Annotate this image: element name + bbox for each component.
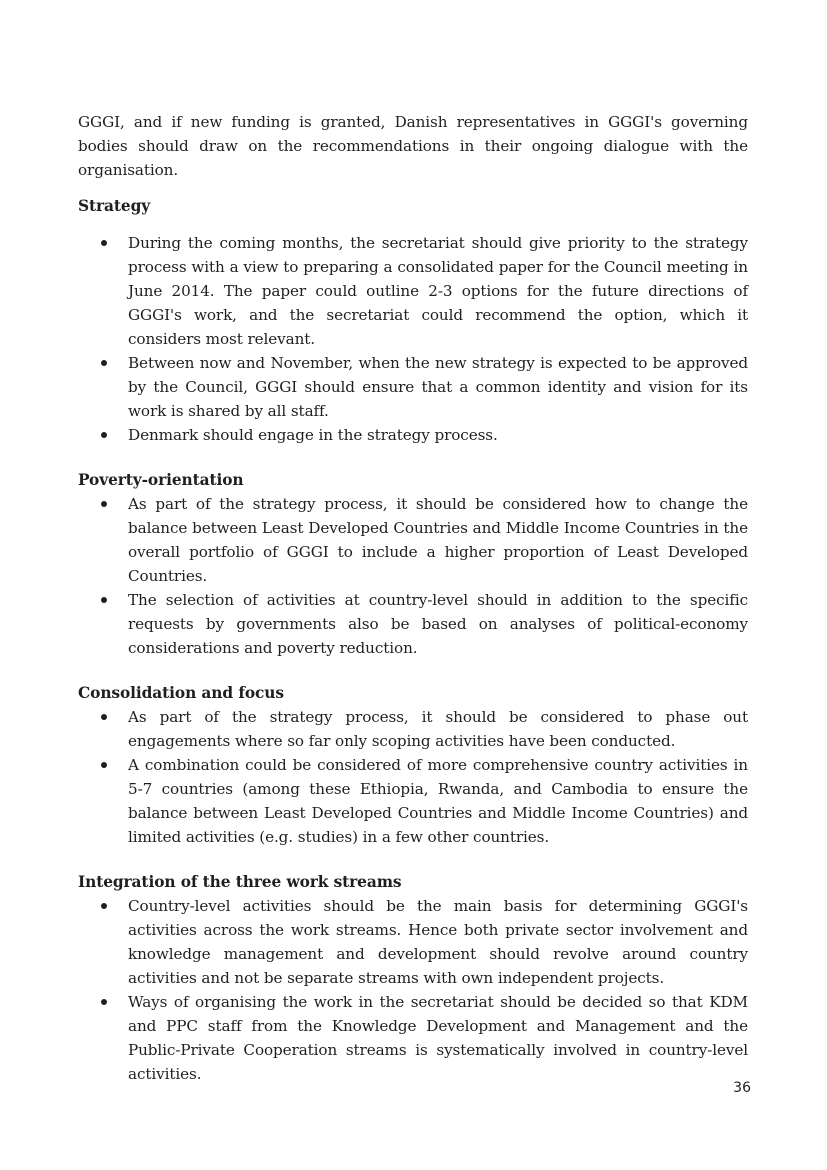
page-number: 36 [733, 1080, 751, 1096]
list-item-text: Between now and November, when the new strategy is expected to be approved by the Council, GGGI should ensure that a common identity and vision for its work is shared by all staff. [128, 354, 748, 420]
document-body [78, 110, 748, 1086]
bullet-icon [101, 762, 107, 768]
bullet-icon [101, 714, 107, 720]
heading-consolidation-and-focus: Consolidation and focus [78, 684, 284, 702]
list-item [78, 351, 748, 423]
list-item [78, 894, 748, 990]
list-integration-of-work-streams [78, 894, 748, 1086]
list-item [78, 753, 748, 849]
list-item-text: Denmark should engage in the strategy process. [128, 426, 498, 444]
intro-paragraph: GGGI, and if new funding is granted, Danish representatives in GGGI's governing bodies should draw on the recommendations in their ongoing dialogue with the organisation. [78, 113, 748, 179]
list-item-text: As part of the strategy process, it should be considered to phase out engagements where so far only scoping activities have been conducted. [128, 708, 748, 750]
list-item-text: Country-level activities should be the main basis for determining GGGI's activities across the work streams. Hence both private sector involvement and knowledge management and development should revolve around country activities and not be separate streams with own independent projects. [128, 897, 748, 987]
list-item-text: Ways of organising the work in the secretariat should be decided so that KDM and PPC staff from the Knowledge Development and Management and the Public-Private Cooperation streams is systematically involved in country-level activities. [128, 993, 748, 1083]
bullet-icon [101, 597, 107, 603]
list-item [78, 990, 748, 1086]
list-item [78, 423, 748, 447]
list-item [78, 705, 748, 753]
list-item-text: A combination could be considered of more comprehensive country activities in 5-7 countries (among these Ethiopia, Rwanda, and Cambodia to ensure the balance between Least Developed Countries and Middle Income Countries) and limited activities (e.g. studies) in a few other countries. [128, 756, 748, 846]
bullet-icon [101, 999, 107, 1005]
bullet-icon [101, 240, 107, 246]
list-consolidation-and-focus [78, 705, 748, 849]
list-poverty-orientation [78, 492, 748, 660]
list-item [78, 492, 748, 588]
bullet-icon [101, 360, 107, 366]
list-strategy [78, 231, 748, 447]
list-item-text: During the coming months, the secretariat should give priority to the strategy process with a view to preparing a consolidated paper for the Council meeting in June 2014. The paper could outline 2-3 options for the future directions of GGGI's work, and the secretariat could recommend the option, which it considers most relevant. [128, 234, 748, 348]
list-item [78, 588, 748, 660]
list-item [78, 231, 748, 351]
heading-strategy: Strategy [78, 197, 151, 215]
bullet-icon [101, 501, 107, 507]
bullet-icon [101, 903, 107, 909]
bullet-icon [101, 432, 107, 438]
heading-integration-of-work-streams: Integration of the three work streams [78, 873, 402, 891]
list-item-text: As part of the strategy process, it should be considered how to change the balance between Least Developed Countries and Middle Income Countries in the overall portfolio of GGGI to include a higher proportion of Least Developed Countries. [128, 495, 748, 585]
list-item-text: The selection of activities at country-level should in addition to the specific requests by governments also be based on analyses of political-economy considerations and poverty reduction. [128, 591, 748, 657]
heading-poverty-orientation: Poverty-orientation [78, 471, 244, 489]
